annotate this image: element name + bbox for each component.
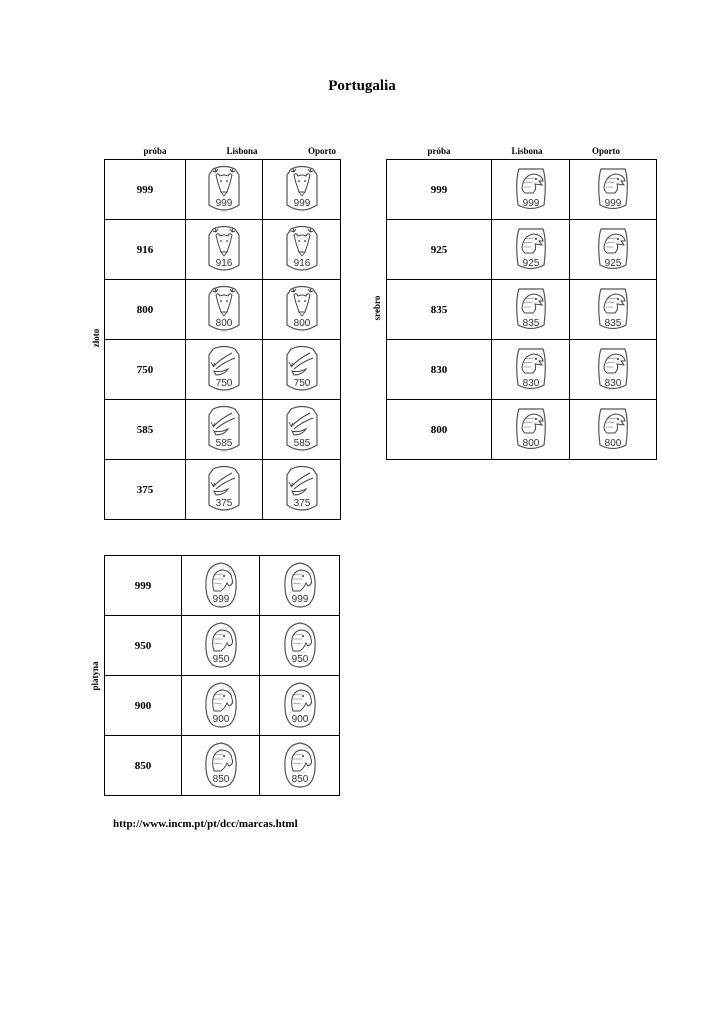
svg-text:800: 800 xyxy=(522,437,539,449)
svg-text:585: 585 xyxy=(215,437,233,449)
lisbon-hallmark-cell xyxy=(182,676,260,736)
lisbon-hallmark-cell xyxy=(182,556,260,616)
lisbon-hallmark-cell xyxy=(182,736,260,796)
eagle-head-icon xyxy=(511,285,551,335)
svg-text:830: 830 xyxy=(522,377,539,389)
table-row xyxy=(387,340,657,400)
header-proba-gold: próba xyxy=(143,146,167,156)
parrot-head-icon xyxy=(201,681,241,731)
parrot-head-icon xyxy=(280,561,320,611)
svg-text:916: 916 xyxy=(215,257,233,269)
deer-head-icon xyxy=(282,165,322,215)
parrot-head-icon xyxy=(201,561,241,611)
fineness-value: 750 xyxy=(105,340,186,400)
table-row xyxy=(105,676,340,736)
table-row xyxy=(387,160,657,220)
header-lisbon-silver: Lisbona xyxy=(511,146,543,156)
svg-text:925: 925 xyxy=(604,257,622,269)
fineness-value: 585 xyxy=(105,400,186,460)
oporto-hallmark-cell xyxy=(263,400,341,460)
table-row xyxy=(105,160,341,220)
fineness-value: 800 xyxy=(387,400,492,460)
oporto-hallmark-cell xyxy=(263,340,341,400)
deer-head-icon xyxy=(204,225,244,275)
fineness-value: 999 xyxy=(105,160,186,220)
lisbon-hallmark-cell xyxy=(186,280,263,340)
oporto-hallmark-cell xyxy=(570,280,657,340)
fineness-value: 830 xyxy=(387,340,492,400)
oporto-hallmark-cell xyxy=(260,736,340,796)
svg-text:916: 916 xyxy=(293,257,310,269)
svg-text:925: 925 xyxy=(522,257,539,269)
eagle-head-icon xyxy=(593,345,633,395)
eagle-head-icon xyxy=(593,165,633,215)
oporto-hallmark-cell xyxy=(263,220,341,280)
svg-text:950: 950 xyxy=(212,653,229,665)
svg-text:750: 750 xyxy=(215,377,233,389)
svg-text:800: 800 xyxy=(604,437,622,449)
oporto-hallmark-cell xyxy=(570,400,657,460)
oporto-hallmark-cell xyxy=(263,280,341,340)
table-row xyxy=(387,400,657,460)
parrot-head-icon xyxy=(201,741,241,791)
eagle-head-icon xyxy=(511,405,551,455)
svg-text:999: 999 xyxy=(604,197,622,209)
oporto-hallmark-cell xyxy=(570,220,657,280)
svg-text:375: 375 xyxy=(293,497,310,509)
oporto-hallmark-cell xyxy=(260,616,340,676)
svg-text:900: 900 xyxy=(212,713,229,725)
table-row xyxy=(105,556,340,616)
lisbon-hallmark-cell xyxy=(492,340,570,400)
oporto-hallmark-cell xyxy=(570,340,657,400)
fineness-value: 916 xyxy=(105,220,186,280)
oporto-hallmark-cell xyxy=(260,556,340,616)
eagle-head-icon xyxy=(593,405,633,455)
parrot-head-icon xyxy=(280,741,320,791)
table-row xyxy=(387,220,657,280)
lisbon-hallmark-cell xyxy=(492,280,570,340)
lisbon-hallmark-cell xyxy=(182,616,260,676)
header-proba-silver: próba xyxy=(427,146,451,156)
silver-marks-table xyxy=(386,159,657,460)
parrot-head-icon xyxy=(280,621,320,671)
eagle-head-icon xyxy=(511,165,551,215)
eagle-head-icon xyxy=(593,285,633,335)
swallow-icon xyxy=(282,405,322,455)
swallow-icon xyxy=(204,345,244,395)
lisbon-hallmark-cell xyxy=(492,220,570,280)
eagle-head-icon xyxy=(511,345,551,395)
fineness-value: 375 xyxy=(105,460,186,520)
deer-head-icon xyxy=(204,165,244,215)
svg-text:999: 999 xyxy=(291,593,308,605)
svg-text:850: 850 xyxy=(212,773,229,785)
lisbon-hallmark-cell xyxy=(186,160,263,220)
deer-head-icon xyxy=(282,285,322,335)
table-row xyxy=(105,400,341,460)
parrot-head-icon xyxy=(280,681,320,731)
fineness-value: 850 xyxy=(105,736,182,796)
lisbon-hallmark-cell xyxy=(186,220,263,280)
svg-text:950: 950 xyxy=(291,653,308,665)
table-row xyxy=(105,736,340,796)
svg-text:375: 375 xyxy=(215,497,233,509)
svg-text:999: 999 xyxy=(215,197,233,209)
fineness-value: 999 xyxy=(105,556,182,616)
deer-head-icon xyxy=(204,285,244,335)
table-row xyxy=(105,340,341,400)
svg-text:850: 850 xyxy=(291,773,308,785)
header-lisbon-gold: Lisbona xyxy=(226,146,258,156)
table-row xyxy=(105,460,341,520)
swallow-icon xyxy=(204,465,244,515)
header-oporto-silver: Oporto xyxy=(592,146,620,156)
svg-text:800: 800 xyxy=(293,317,310,329)
eagle-head-icon xyxy=(511,225,551,275)
swallow-icon xyxy=(204,405,244,455)
group-label-platinum: platyna xyxy=(90,661,100,691)
oporto-hallmark-cell xyxy=(570,160,657,220)
oporto-hallmark-cell xyxy=(263,460,341,520)
fineness-value: 999 xyxy=(387,160,492,220)
fineness-value: 950 xyxy=(105,616,182,676)
lisbon-hallmark-cell xyxy=(492,160,570,220)
svg-text:835: 835 xyxy=(522,317,539,329)
parrot-head-icon xyxy=(201,621,241,671)
eagle-head-icon xyxy=(593,225,633,275)
header-oporto-gold: Oporto xyxy=(308,146,336,156)
platinum-marks-table xyxy=(104,555,340,796)
fineness-value: 835 xyxy=(387,280,492,340)
fineness-value: 925 xyxy=(387,220,492,280)
svg-text:999: 999 xyxy=(522,197,539,209)
svg-text:835: 835 xyxy=(604,317,622,329)
lisbon-hallmark-cell xyxy=(186,340,263,400)
svg-text:585: 585 xyxy=(293,437,310,449)
gold-marks-table xyxy=(104,159,341,520)
group-label-gold: złoto xyxy=(91,328,101,348)
page-title: Portugalia xyxy=(328,78,396,94)
table-row xyxy=(105,220,341,280)
svg-text:900: 900 xyxy=(291,713,308,725)
table-row xyxy=(105,280,341,340)
table-row xyxy=(105,616,340,676)
svg-text:800: 800 xyxy=(215,317,233,329)
svg-text:999: 999 xyxy=(293,197,310,209)
fineness-value: 800 xyxy=(105,280,186,340)
swallow-icon xyxy=(282,345,322,395)
oporto-hallmark-cell xyxy=(260,676,340,736)
deer-head-icon xyxy=(282,225,322,275)
swallow-icon xyxy=(282,465,322,515)
source-url: http://www.incm.pt/pt/dcc/marcas.html xyxy=(113,818,298,830)
lisbon-hallmark-cell xyxy=(186,460,263,520)
oporto-hallmark-cell xyxy=(263,160,341,220)
svg-text:830: 830 xyxy=(604,377,622,389)
table-row xyxy=(387,280,657,340)
fineness-value: 900 xyxy=(105,676,182,736)
svg-text:750: 750 xyxy=(293,377,310,389)
group-label-silver: srebro xyxy=(372,295,382,321)
svg-text:999: 999 xyxy=(212,593,229,605)
lisbon-hallmark-cell xyxy=(186,400,263,460)
lisbon-hallmark-cell xyxy=(492,400,570,460)
